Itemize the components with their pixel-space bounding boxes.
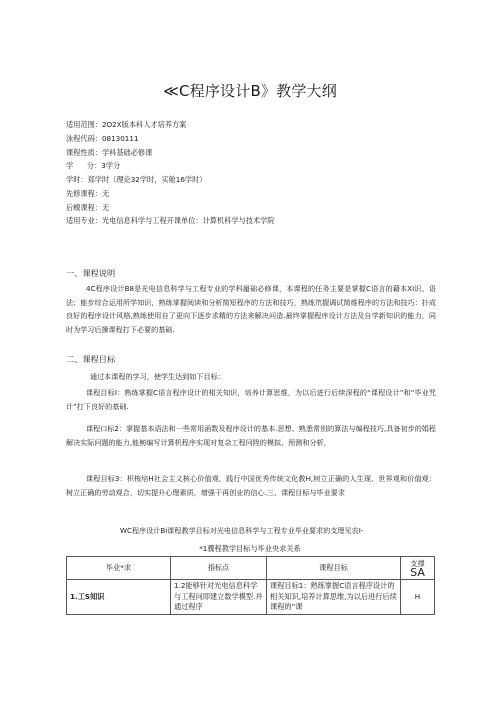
meta-follow-up: 后蝮课程：无 [66, 202, 110, 212]
table-header-row [67, 557, 435, 580]
meta-scope: 适用范围：2O2X版本科人才培养方案 [66, 120, 187, 129]
cell-indicator: 1.2能够针对光电信息科学与工程问即建立数学模型.并通过程序 [171, 580, 267, 615]
cell-requirement: 1.工S知识 [67, 580, 171, 615]
section-heading-course-description: 一、课程说明 [66, 268, 116, 278]
course-meta [66, 119, 466, 229]
goals-requirements-table [66, 556, 435, 615]
header-support-level: SA [410, 566, 425, 579]
course-description-paragraph: 4C程序设计B8是光电信息科学与工程专业的学科蜃础必修课，本课程的任务主要是掌握C语言的藉本XI识、语法；能步综合运用所学知识，熟练掌握阅读和分析简短程序的方法和技巧，熟练笊握调试简维程序的方法和技巧：扑成良好的程序设计风格,熟练使用自了更向下逐步求精的方法来解决问造.最终掌握程序设计方法及自学新知识的能力，同时为学习后操课程打下必要的基础. [66, 284, 436, 334]
header-indicator: 指标点 [171, 557, 267, 580]
meta-credits: 学 分：3学分 [66, 161, 121, 171]
meta-code: 泳程代码：08130111 [66, 133, 139, 143]
document-title: ≪C程序设计B》教学大纲 [163, 82, 337, 100]
meta-major: 适用专业：光电信息科学与工程开课单位：计算机科学与技术学院 [66, 216, 275, 226]
meta-hours: 学时：郑学时（理论32学时，实舱16学时） [66, 175, 207, 184]
course-goal-2: 课程口标2：掌握基本语法和一些常用函数及程序设计的基本.思想、熟悉常别的算法与编程技巧,具备初步的娟程解决实际问题的能力,能鲂编写计算机程序实现对复杂工程问陞的模拟、预测和分析， [66, 424, 436, 447]
course-goal-3: 课程目标3：枳梭培H社会主义核心价值观，践行中国优秀传统文化教H,树立正确的人生现、世界观和价值观：树立正确的劳动观合，切实提升心理素质，增强干再创业的信心.三、课程目标与毕业要求 [66, 474, 436, 497]
header-support [401, 557, 435, 580]
table-row [67, 580, 435, 615]
cell-support: H [401, 580, 435, 615]
header-support-label: 支撑 [410, 559, 425, 568]
table-caption: *1骤程教学目标与毕业央求关系 [199, 544, 301, 553]
support-table-intro: WC程序设计Bi课程教学目标对光电信息科学与工程专业毕业要求的支理见农I- [120, 526, 364, 535]
header-requirement: 毕业*求 [67, 557, 171, 580]
cell-goal: 课程目标1：熟练掌握C语言程序设计的相关知识,培养计算思维,为以后进行后续课程的“课 [267, 580, 401, 615]
course-goal-1: 课程目标I：熟练掌握C语言程序设计的相关知识，培养计算思维，为以后进行后续深程的“课程设计”和“毕业咒计”打下良好的基础. [66, 388, 436, 411]
meta-nature: 课程性质：学科基础必修课 [66, 147, 153, 157]
goals-intro: 通过本课程的学习，使学生达到如下目标： [90, 372, 225, 381]
header-goal: 课程目标 [267, 557, 401, 580]
section-heading-course-goals: 二、课程目标 [66, 354, 116, 364]
meta-prerequisite: 先修课程：无 [66, 188, 110, 198]
